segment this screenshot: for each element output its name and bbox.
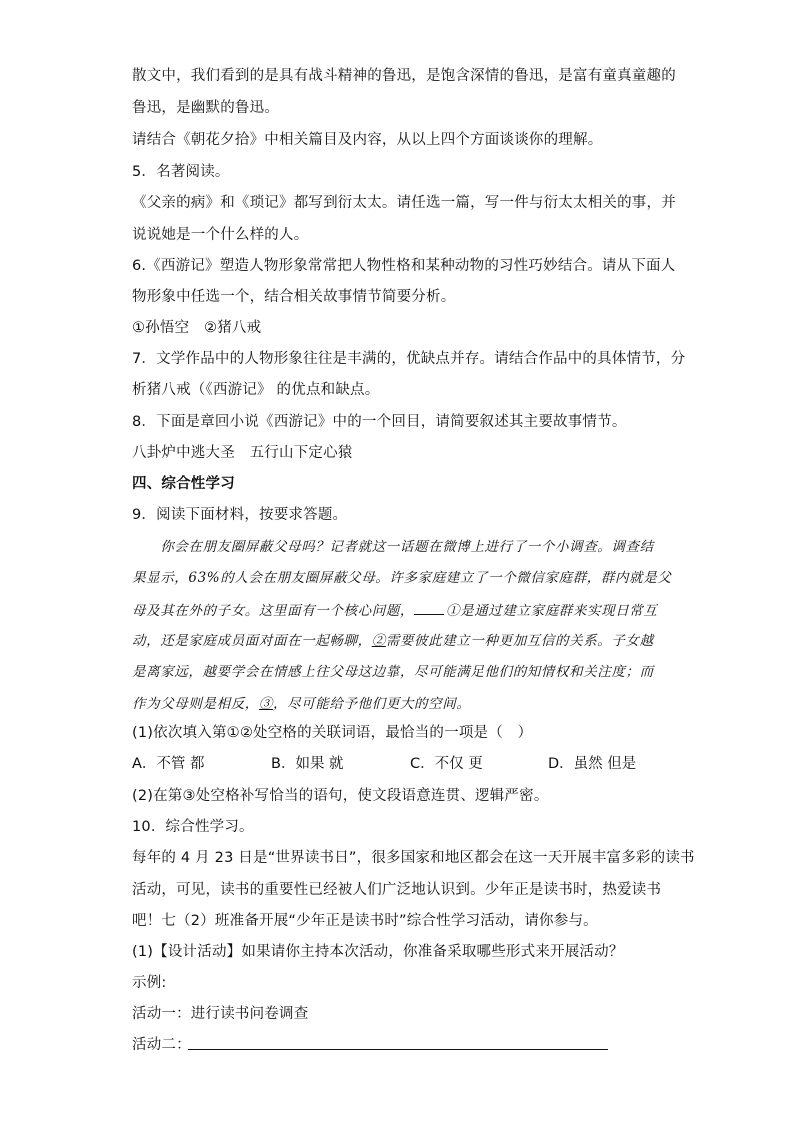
activity-two-label: 活动二：: [132, 1037, 191, 1053]
text-line: 每年的 4 月 23 日是“世界读书日”，很多国家和地区都会在这一天开展丰富多彩的读书: [132, 850, 695, 866]
option-b: B．如果 就: [271, 756, 344, 772]
activity-one: 活动一：进行读书问卷调查: [132, 1006, 309, 1022]
text-line: 请结合《朝花夕拾》中相关篇目及内容，从以上四个方面谈谈你的理解。: [132, 132, 603, 148]
text-line: 鲁迅，是幽默的鲁迅。: [132, 100, 279, 116]
sub-question-9-1: (1)依次填入第①②处空格的关联词语，最恰当的一项是（ ）: [132, 725, 533, 741]
passage-text: ①是通过建立家庭群来实现日常互: [446, 603, 658, 619]
option-d: D．虽然 但是: [548, 756, 637, 772]
question-10: 10．综合性学习。: [132, 819, 254, 835]
text-line: 说说她是一个什么样的人。: [132, 227, 309, 243]
option-a: A．不管 都: [132, 756, 205, 772]
passage-line: 是离家远，越要学会在情感上往父母这边靠，尽可能满足他们的知情权和关注度；而: [132, 664, 654, 680]
blank-2-marker: ②: [371, 633, 386, 649]
text-line: 吧！七（2）班准备开展“少年正是读书时”综合性学习活动，请你参与。: [132, 913, 598, 929]
question-5: 5．名著阅读。: [132, 164, 230, 180]
passage-text: 需要彼此建立一种更加互信的关系。子女越: [385, 633, 654, 649]
option-c: C．不仅 更: [410, 756, 483, 772]
passage-line: 果显示，63%的人会在朋友圈屏蔽父母。许多家庭建立了一个微信家庭群，群内就是父: [132, 570, 672, 586]
question-8: 8．下面是章回小说《西游记》中的一个回目，请简要叙述其主要故事情节。: [132, 414, 627, 430]
answer-line: [188, 1049, 608, 1050]
question-6: 6.《西游记》塑造人物形象常常把人物性格和某种动物的习性巧妙结合。请从下面人: [132, 258, 676, 274]
text-line: 活动，可见，读书的重要性已经被人们广泛地认识到。少年正是读书时，热爱读书: [132, 882, 662, 898]
passage-line: 你会在朋友圈屏蔽父母吗？记者就这一话题在微博上进行了一个小调查。调查结: [132, 539, 654, 555]
passage-line: [132, 694, 470, 714]
text-line: 物形象中任选一个，结合相关故事情节简要分析。: [132, 289, 456, 305]
passage-text: 母及其在外的子女。这里面有一个核心问题，: [132, 603, 414, 619]
passage-text: 动，还是家庭成员面对面在一起畅聊，: [132, 633, 372, 649]
character-options: ①孙悟空 ②猪八戒: [132, 320, 262, 336]
example-label: 示例:: [132, 975, 167, 991]
question-7: 7．文学作品中的人物形象往往是丰满的，优缺点并存。请结合作品中的具体情节，分: [132, 351, 686, 367]
sub-question-10-1: (1)【设计活动】如果请你主持本次活动，你准备采取哪些形式来开展活动？: [132, 944, 624, 960]
chapter-title: 八卦炉中逃大圣 五行山下定心猿: [132, 445, 353, 461]
passage-text: 作为父母则是相反，: [132, 696, 259, 712]
passage-text: ，尽可能给予他们更大的空间。: [273, 696, 471, 712]
blank-1: [414, 600, 444, 615]
text-line: 析猪八戒（《西游记》 的优点和缺点。: [132, 382, 380, 398]
passage-line: [132, 600, 658, 621]
text-line: 散文中，我们看到的是具有战斗精神的鲁迅，是饱含深情的鲁迅，是富有童真童趣的: [132, 68, 676, 84]
section-heading: 四、综合性学习: [132, 476, 235, 492]
question-9: 9．阅读下面材料，按要求答题。: [132, 507, 348, 523]
text-line: 《父亲的病》和《琐记》都写到衍太太。请任选一篇，写一件与衍太太相关的事，并: [132, 195, 676, 211]
blank-3-marker: ③: [258, 696, 274, 712]
sub-question-9-2: (2)在第③处空格补写恰当的语句，使文段语意连贯、逻辑严密。: [132, 788, 549, 804]
passage-line: [132, 631, 654, 651]
